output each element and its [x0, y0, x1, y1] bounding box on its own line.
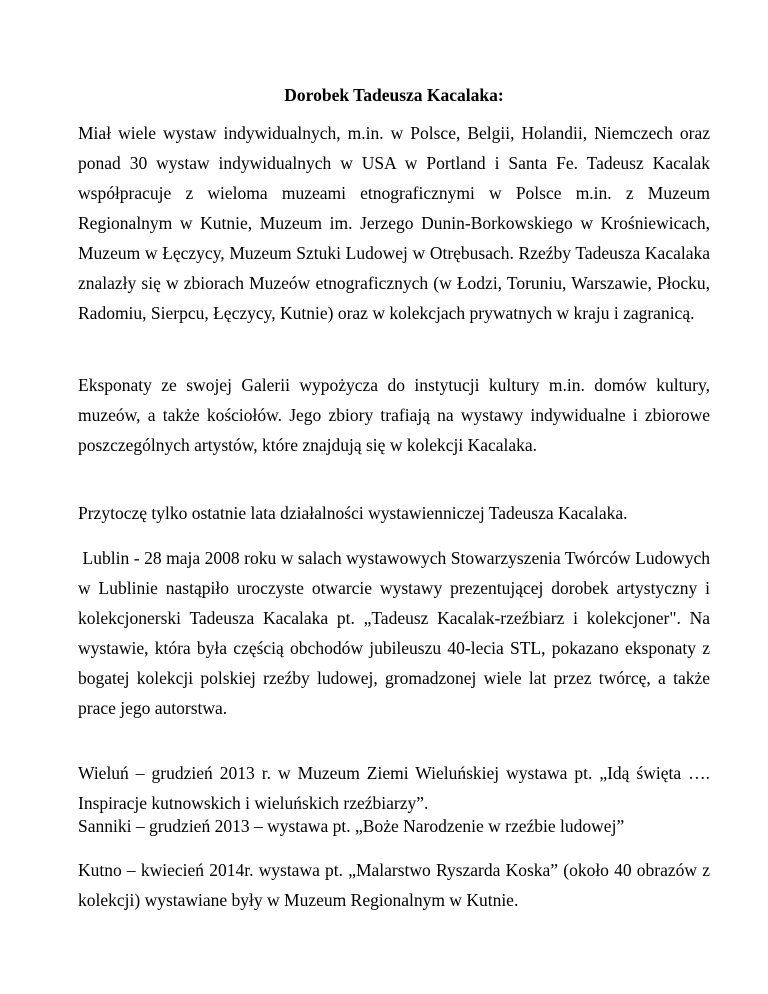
paragraph-sanniki-exhibition: Sanniki – grudzień 2013 – wystawa pt. „Boże Narodzenie w rzeźbie ludowej”: [78, 816, 625, 836]
paragraph-kutno-exhibition: Kutno – kwiecień 2014r. wystawa pt. „Malarstwo Ryszarda Koska” (około 40 obrazów z kolekcji) wystawiane były w Muzeum Regionalnym w Kutnie.: [78, 860, 710, 910]
document-title: Dorobek Tadeusza Kacalaka:: [284, 85, 504, 105]
paragraph-exhibitions-museums: Miał wiele wystaw indywidualnych, m.in. w Polsce, Belgii, Holandii, Niemczech oraz ponad 30 wystaw indywidualnych w USA w Portland i Santa Fe. Tadeusz Kacalak współpracuje z wieloma muzeami etnograficznymi w Polsce m.in. z Muzeum Regionalnym w Kutnie, Muzeum im. Jerzego Dunin-Borkowskiego w Krośniewicach, Muzeum w Łęczycy, Muzeum Sztuki Ludowej w Otrębusach. Rzeźby Tadeusza Kacalaka znalazły się w zbiorach Muzeów etnograficznych (w Łodzi, Toruniu, Warszawie, Płocku, Radomiu, Sierpcu, Łęczycy, Kutnie) oraz w kolekcjach prywatnych w kraju i zagranicą.: [78, 123, 710, 323]
paragraph-lublin-exhibition: Lublin - 28 maja 2008 roku w salach wystawowych Stowarzyszenia Twórców Ludowych w Lublinie nastąpiło uroczyste otwarcie wystawy prezentującej dorobek artystyczny i kolekcjonerski Tadeusza Kacalaka pt. „Tadeusz Kacalak-rzeźbiarz i kolekcjoner". Na wystawie, która była częścią obchodów jubileuszu 40-lecia STL, pokazano eksponaty z bogatej kolekcji polskiej rzeźby ludowej, gromadzonej wiele lat przez twórcę, a także prace jego autorstwa.: [78, 548, 715, 718]
paragraph-gallery-loans: Eksponaty ze swojej Galerii wypożycza do instytucji kultury m.in. domów kultury, muzeów, a także kościołów. Jego zbiory trafiają na wystawy indywidualne i zbiorowe poszczególnych artystów, które znajdują się w kolekcji Kacalaka.: [78, 375, 710, 455]
paragraph-wielun-exhibition: Wieluń – grudzień 2013 r. w Muzeum Ziemi Wieluńskiej wystawa pt. „Idą święta …. Inspiracje kutnowskich i wieluńskich rzeźbiarzy”.: [78, 763, 710, 813]
paragraph-recent-activity-intro: Przytoczę tylko ostatnie lata działalności wystawienniczej Tadeusza Kacalaka.: [78, 503, 628, 523]
